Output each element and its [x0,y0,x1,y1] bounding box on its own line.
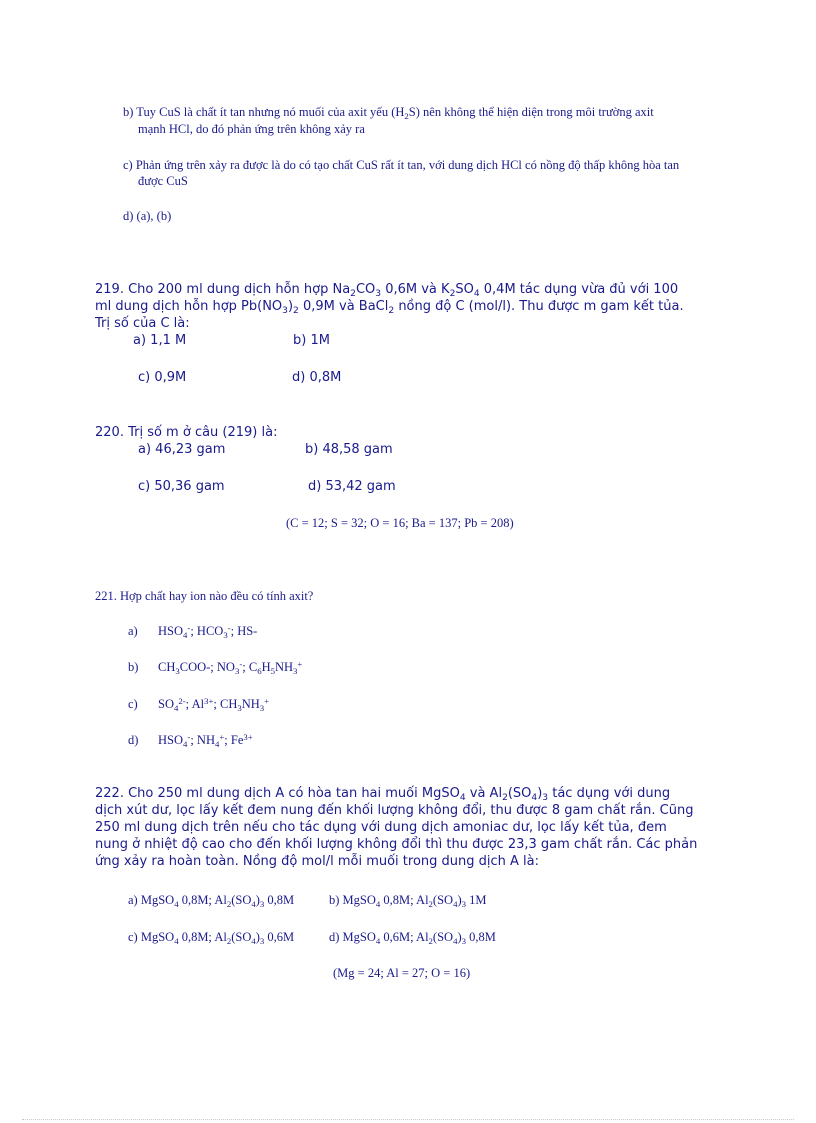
prev-option-c-line1: c) Phản ứng trên xảy ra được là do có tạo chất CuS rất ít tan, với dung dịch HCl có nồng độ thấp không hòa tan [123,158,680,172]
prev-option-b-line2: mạnh HCl, do đó phản ứng trên không xảy ra [138,122,365,136]
q219-option-c: c) 0,9M [138,370,187,385]
q219-stem-line3: Trị số của C là: [95,316,190,331]
q219-stem-line1: 219. Cho 200 ml dung dịch hỗn hợp $Na_2CO_3$ 0,6M và $K_2SO_4$ 0,4M tác dụng vừa đủ với 100 [95,282,679,299]
page-bottom-divider [22,1119,794,1120]
prev-option-b-line1: b) Tuy CuS là chất ít tan nhưng nó muối của axit yếu $(H_2S)$ nên không thể hiện diện trong môi trường axit [123,105,654,121]
q221-option-label: d) [128,733,139,747]
q220-option-a: a) 46,23 gam [138,442,226,457]
q222-stem-line3: 250 ml dung dịch trên nếu cho tác dụng với dung dịch amoniac dư, lọc lấy kết tủa, đem [95,820,667,835]
q220-atomic-masses: (C = 12; S = 32; O = 16; Ba = 137; Pb = 208) [286,516,514,530]
q221-option-formula: $HSO_4^-$; $HCO_3^-$; HS- [158,623,258,640]
q220-option-b: b) 48,58 gam [305,442,393,457]
q222-stem-line2: dịch xút dư, lọc lấy kết đem nung đến khối lượng không đổi, thu được 8 gam chất rắn. Cũng [95,803,694,818]
q220-option-d: d) 53,42 gam [308,479,396,494]
q222-atomic-masses: (Mg = 24; Al = 27; O = 16) [333,966,471,980]
q222-option-c: c) MgSO$_4$ 0,8M; $Al_2(SO_4)_3$ 0,6M [128,930,295,946]
q221-option-label: b) [128,660,139,674]
q220-stem: 220. Trị số m ở câu (219) là: [95,425,278,440]
q221-option-label: a) [128,624,138,638]
q222-stem-line1: 222. Cho 250 ml dung dịch A có hòa tan hai muối MgSO$_4$ và $Al_2(SO_4)_3$ tác dụng với dung [95,786,671,803]
q222-option-a: a) MgSO$_4$ 0,8M; $Al_2(SO_4)_3$ 0,8M [128,893,295,909]
q221-option-formula: $SO_4^{2-}$; $Al^{3+}$; $CH_3NH_3^+$ [158,696,270,713]
q219-option-b: b) 1M [293,333,330,348]
prev-option-d: d) (a), (b) [123,209,172,223]
q221-option-label: c) [128,697,138,711]
q219-option-a: a) 1,1 M [133,333,187,348]
q222-option-b: b) MgSO$_4$ 0,8M; $Al_2(SO_4)_3$ 1M [329,893,487,909]
q222-stem-line5: ứng xảy ra hoàn toàn. Nồng độ mol/l mỗi muối trong dung dịch A là: [95,854,540,869]
q221-option-formula: $HSO_4^-$; $NH_4^+$; $Fe^{3+}$ [158,732,253,749]
q220-option-c: c) 50,36 gam [138,479,225,494]
q219-stem-line2: ml dung dịch hỗn hợp $Pb(NO_3)_2$ 0,9M và BaCl$_2$ nồng độ C (mol/l). Thu được m gam kết tủa. [95,299,684,316]
q221-option-formula: $CH_3COO-$; $NO_3^-$; $C_6H_5NH_3^+$ [158,659,303,676]
q222-option-d: d) MgSO$_4$ 0,6M; $Al_2(SO_4)_3$ 0,8M [329,930,496,946]
prev-option-c-line2: được CuS [138,174,188,188]
q219-option-d: d) 0,8M [292,370,342,385]
q222-stem-line4: nung ở nhiệt độ cao cho đến khối lượng không đổi thì thu được 23,3 gam chất rắn. Các phản [95,837,698,852]
q221-stem: 221. Hợp chất hay ion nào đều có tính axit? [95,589,314,603]
